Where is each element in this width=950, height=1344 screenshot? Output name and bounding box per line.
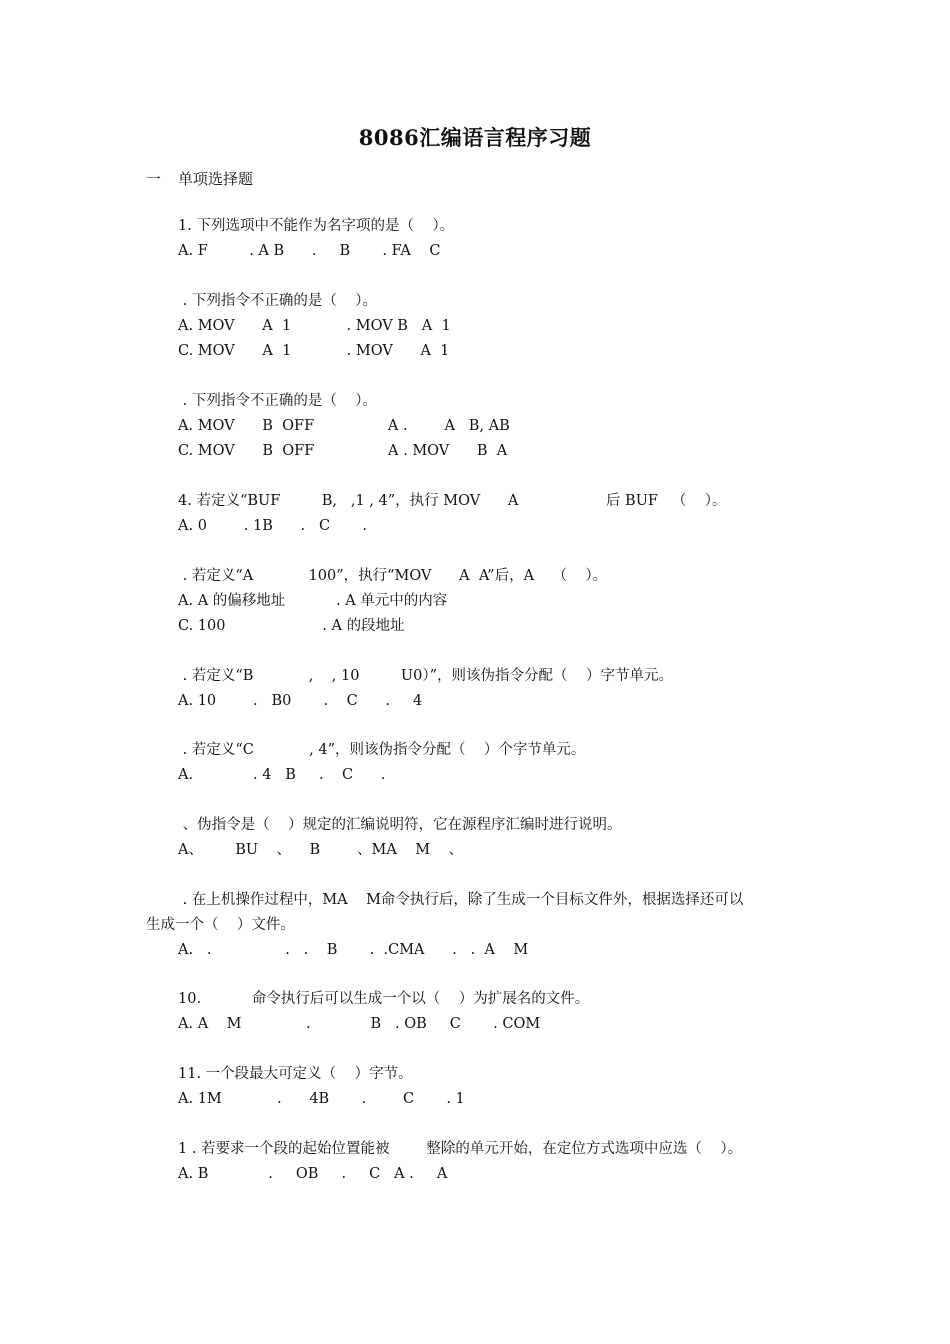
question-12-options-row-1: A. B . OB . C A . A [178, 1166, 448, 1182]
question-9-options-row-1: A. . . . B . .CMA . . A M [178, 942, 529, 958]
question-10-stem: 10. 命令执行后可以生成一个以（ ）为扩展名的文件。 [178, 991, 590, 1007]
question-9-stem-continued: 生成一个（ ）文件。 [146, 917, 295, 933]
question-2-options-row-1: A. MOV A 1 . MOV B A 1 [178, 318, 451, 334]
question-10-options-row-1: A. A M . B . OB C . COM [178, 1016, 541, 1032]
question-11-stem: 11. 一个段最大可定义（ ）字节。 [178, 1066, 413, 1082]
question-5-stem: . 若定义“A 100”，执行“MOV A A”后，A （ ）。 [178, 568, 608, 584]
question-1-options-row-1: A. F . A B . B . FA C [178, 243, 441, 259]
question-5-options-row-1: A. A 的偏移地址 . A 单元中的内容 [178, 593, 448, 609]
question-3-options-row-2: C. MOV B OFF A . MOV B A [178, 443, 508, 459]
question-6-options-row-1: A. 10 . B0 . C . 4 [178, 693, 423, 709]
page-title: 8086汇编语言程序习题 [358, 125, 592, 150]
question-5-options-row-2: C. 100 . A 的段地址 [178, 618, 405, 634]
question-3-stem: . 下列指令不正确的是（ ）。 [178, 393, 378, 409]
question-8-stem: 、伪指令是（ ）规定的汇编说明符，它在源程序汇编时进行说明。 [178, 817, 622, 833]
section-number: 一 [146, 170, 162, 188]
section-label: 单项选择题 [178, 170, 254, 188]
question-1-stem: 1. 下列选项中不能作为名字项的是（ ）。 [178, 218, 455, 234]
question-9-stem: . 在上机操作过程中，MA M命令执行后，除了生成一个目标文件外，根据选择还可以 [178, 892, 744, 908]
section-heading [146, 168, 253, 189]
question-12-stem: 1 . 若要求一个段的起始位置能被 整除的单元开始，在定位方式选项中应选（ ）。 [178, 1141, 743, 1157]
question-2-stem: . 下列指令不正确的是（ ）。 [178, 293, 378, 309]
question-2-options-row-2: C. MOV A 1 . MOV A 1 [178, 343, 450, 359]
question-11-options-row-1: A. 1M . 4B . C . 1 [178, 1091, 465, 1107]
question-3-options-row-1: A. MOV B OFF A . A B, AB [178, 418, 510, 434]
question-7-options-row-1: A. . 4 B . C . [178, 767, 386, 783]
question-6-stem: . 若定义“B , , 10 U0）”，则该伪指令分配（ ）字节单元。 [178, 668, 673, 684]
question-7-stem: . 若定义“C , 4”，则该伪指令分配（ ）个字节单元。 [178, 742, 586, 758]
question-4-stem: 4. 若定义“BUF B, ,1 , 4”，执行 MOV A 后 BUF （ ）。 [178, 493, 727, 509]
question-8-options-row-1: A、 BU 、 B 、MA M 、 [178, 842, 464, 858]
question-4-options-row-1: A. 0 . 1B . C . [178, 518, 367, 534]
